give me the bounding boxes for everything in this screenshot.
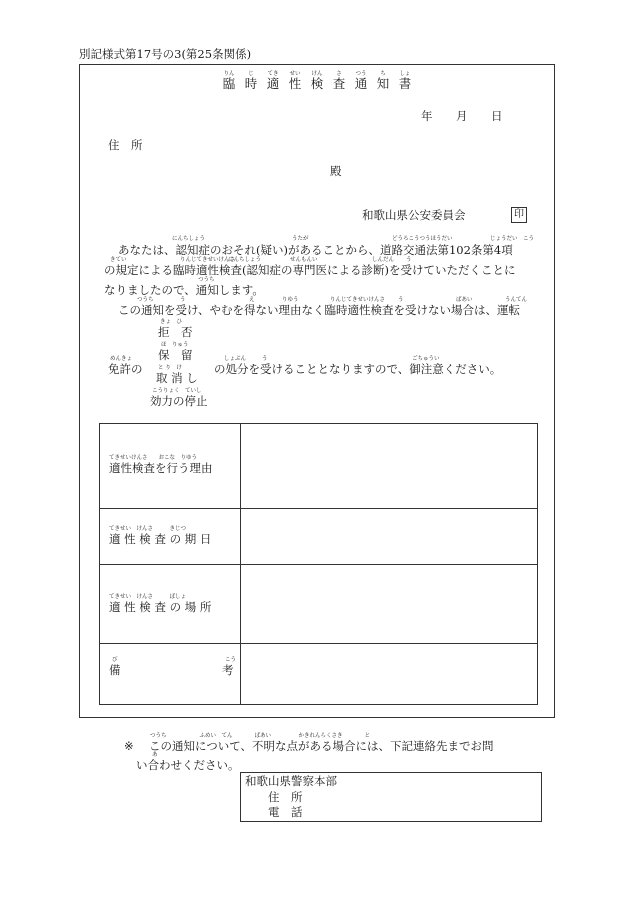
contact-organization: 和歌山県警察本部 bbox=[245, 774, 337, 788]
option-suspension-hold: 保 留 bbox=[158, 348, 193, 362]
ruby-u4: う bbox=[262, 356, 268, 362]
ruby-riyuu: りゆう bbox=[282, 297, 299, 303]
body-p1-line3: なりましたので、通知します。 bbox=[104, 283, 264, 297]
contact-box bbox=[240, 772, 542, 822]
issuer-name: 和歌山県公安委員会 bbox=[362, 208, 466, 222]
seal-mark: 印 bbox=[511, 207, 527, 223]
table-row-ruby: てきせい けんさ ばしょ bbox=[109, 594, 187, 600]
form-reference: 別記様式第17号の3(第25条関係) bbox=[79, 47, 252, 61]
ruby-u: う bbox=[406, 257, 412, 263]
body-p1-line2: の規定による臨時適性検査(認知症の専門医による診断)を受けていただくことに bbox=[104, 263, 516, 277]
document-title: りん 臨 じ 時 てき 適 せい 性 けん 検 さ 査 つう 通 ち 知 しょ 書 bbox=[222, 71, 412, 91]
notice-mark: ※ bbox=[124, 739, 134, 753]
table-row-divider bbox=[100, 564, 537, 565]
ruby-menkyo: めんきょ bbox=[110, 356, 133, 362]
ruby-tsuuchi-2: つうち bbox=[137, 297, 154, 303]
ruby-tsuuchi: つうち bbox=[198, 277, 215, 283]
ruby-ninchisho: にんちしょう bbox=[172, 236, 206, 242]
option-refusal: 拒 否 bbox=[158, 325, 193, 339]
table-row-ruby: てきせい けんさ きじつ bbox=[109, 526, 187, 532]
ruby-gochuui: ごちゅうい bbox=[412, 356, 440, 362]
table-row-label-place: 適 性 検 査 の 場 所 bbox=[109, 600, 212, 614]
table-row-label-date: 適 性 検 査 の 期 日 bbox=[109, 532, 212, 546]
option-revocation: 取 消 し bbox=[156, 371, 198, 385]
contact-address-label: 住 所 bbox=[268, 790, 303, 804]
ruby-dourokoutsuuhou: どうろこうつうほうだい bbox=[392, 236, 453, 242]
ruby-u2: う bbox=[180, 297, 186, 303]
table-row-label-remarks-left: 備 bbox=[109, 663, 121, 677]
table-row-label-remarks-right: 考 bbox=[222, 663, 234, 677]
contact-phone-label: 電 話 bbox=[268, 805, 303, 819]
ruby-shindan: しんだん bbox=[372, 257, 395, 263]
table-row-label-reason: 適性検査を行う理由 bbox=[109, 461, 213, 475]
ruby-baai: ばあい bbox=[456, 297, 473, 303]
ruby-kouryoku: こうりょく ていし bbox=[152, 388, 202, 394]
notice-line2: い合わせください。 bbox=[136, 758, 240, 772]
details-table bbox=[99, 423, 538, 705]
ruby-jou-kou: じょうだい こう bbox=[490, 236, 535, 242]
date-month: 月 bbox=[456, 109, 468, 123]
ruby-shobun: しょぶん bbox=[224, 356, 247, 362]
ruby-unten: うんてん bbox=[505, 297, 528, 303]
date-day: 日 bbox=[491, 109, 503, 123]
table-row-ruby: び bbox=[112, 657, 118, 663]
ruby-utagai: うたが bbox=[292, 236, 309, 242]
date-year: 年 bbox=[421, 109, 433, 123]
notice-ruby-line2: あ bbox=[152, 752, 158, 758]
notice-ruby-line1: つうち ふめい てん ばあい かきれんらくさき と bbox=[150, 733, 371, 739]
ruby-torike: と り け bbox=[158, 365, 182, 371]
option-suspension-of-effect: 効力の停止 bbox=[150, 394, 208, 408]
notice-line1: この通知について、不明な点がある場合には、下記連絡先までお問 bbox=[149, 739, 494, 753]
license-prefix: 免許の bbox=[108, 362, 143, 376]
table-row-ruby: こう bbox=[225, 657, 237, 663]
table-row-divider bbox=[100, 508, 537, 509]
ruby-rinjitekiseikensa: りんじてきせいけんさ bbox=[180, 257, 236, 263]
recipient-address-label: 住 所 bbox=[108, 138, 143, 152]
ruby-rinjitekiseikensa-2: りんじてきせいけんさ bbox=[330, 297, 386, 303]
ruby-horyuu: ほ りゅう bbox=[161, 342, 189, 348]
ruby-u3: う bbox=[398, 297, 404, 303]
ruby-senmoni: せんもんい bbox=[290, 257, 318, 263]
table-row-divider bbox=[100, 643, 537, 644]
table-row-ruby: てきせいけんさ おこな りゆう bbox=[109, 455, 198, 461]
body-p2-tail: の処分を受けることとなりますので、御注意ください。 bbox=[214, 362, 502, 376]
ruby-kitei: きてい bbox=[110, 257, 127, 263]
ruby-ninchisho-2: にんちしょう bbox=[228, 257, 262, 263]
body-p2-line1: この通知を受け、やむを得ない理由なく臨時適性検査を受けない場合は、運転 bbox=[118, 303, 521, 317]
body-p1-line1: あなたは、認知症のおそれ(疑い)があることから、道路交通法第102条第4項 bbox=[118, 243, 513, 257]
ruby-e: え bbox=[249, 297, 255, 303]
ruby-kyohi: きょ ひ bbox=[160, 319, 183, 325]
honorific: 殿 bbox=[330, 164, 342, 178]
